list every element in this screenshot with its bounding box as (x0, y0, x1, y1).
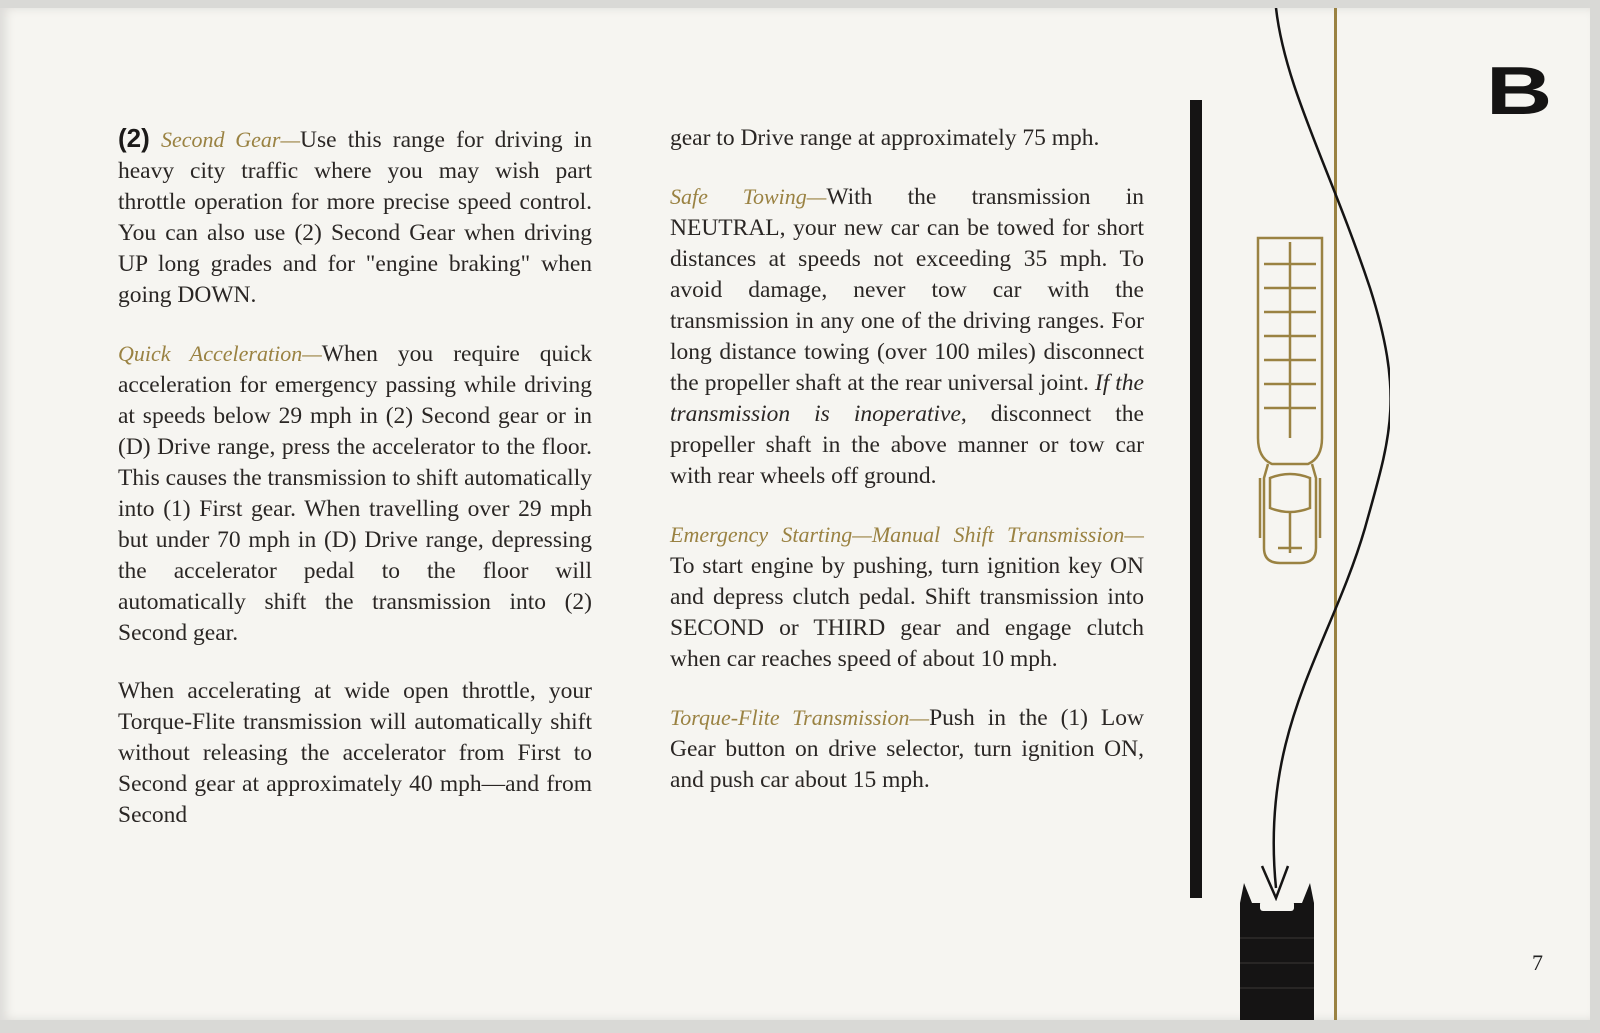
body-second-gear: Use this range for driving in heavy city traffic where you may wish part throttle operation for more precise speed control. You can also use (2) Second Gear when driving UP long grades and for "engine braking" when going DOWN. (118, 127, 592, 308)
section-tab-letter: B (1486, 53, 1553, 129)
heading-emergency-starting: Emergency Starting—Manual Shift Transmission— (670, 522, 1144, 547)
pushing-car-icon (1240, 883, 1314, 1020)
body-emergency-starting: To start engine by pushing, turn ignition key ON and depress clutch pedal. Shift transmission into SECOND or THIRD gear and engage clutch when car reaches speed of about 10 mph. (670, 553, 1144, 672)
paragraph-quick-acceleration (118, 338, 592, 649)
body-continuation: gear to Drive range at approximately 75 mph. (670, 125, 1100, 151)
black-road-bar (1190, 100, 1202, 898)
paragraph-emergency-starting (670, 519, 1144, 675)
heading-second-gear: Second Gear— (160, 127, 301, 152)
middle-text-column (670, 123, 1144, 823)
section-number: (2) (118, 123, 150, 153)
paragraph-safe-towing (670, 181, 1144, 492)
heading-quick-acceleration: Quick Acceleration— (118, 341, 322, 366)
heading-safe-towing: Safe Towing— (670, 184, 827, 209)
body-safe-towing-a: With the transmission in NEUTRAL, your new car can be towed for short distances at speeds not exceeding 35 mph. To avoid damage, never tow car with the transmission in any one of the driving ranges. For long distance towing (over 100 miles) disconnect the propeller shaft at the rear universal joint. (670, 184, 1144, 396)
towing-path-line (1274, 8, 1390, 888)
body-safe-towing-b: , disconnect the propeller shaft in the above manner or tow car with rear wheels off ground. (670, 401, 1144, 489)
body-wide-open-throttle: When accelerating at wide open throttle, your Torque-Flite transmission will automatically shift without releasing the accelerator from First to Second gear at approximately 40 mph—and from Second (118, 678, 592, 828)
body-safe-towing-italic: If the transmission is inoperative (670, 370, 1144, 427)
paragraph-continuation (670, 123, 1144, 154)
paragraph-second-gear (118, 123, 592, 311)
page-number: 7 (1532, 950, 1543, 975)
manual-page (0, 8, 1590, 1020)
gold-road-line (1334, 8, 1337, 1020)
heading-torque-flite: Torque-Flite Transmission— (670, 705, 930, 730)
body-torque-flite: Push in the (1) Low Gear button on drive selector, turn ignition ON, and push car about 15 mph. (670, 705, 1144, 793)
towing-illustration (1190, 8, 1390, 1033)
towed-car-icon (1258, 238, 1322, 563)
paragraph-torque-flite (670, 702, 1144, 796)
body-quick-acceleration: When you require quick acceleration for emergency passing while driving at speeds below 29 mph in (2) Second gear or in (D) Drive range, press the accelerator to the floor. This causes the transmission to shift automatically into (1) First gear. When travelling over 29 mph but under 70 mph in (D) Drive range, depressing the accelerator pedal to the floor will automatically shift the transmission into (2) Second gear. (118, 341, 592, 646)
paragraph-wide-open-throttle (118, 676, 592, 831)
left-text-column (118, 123, 592, 858)
